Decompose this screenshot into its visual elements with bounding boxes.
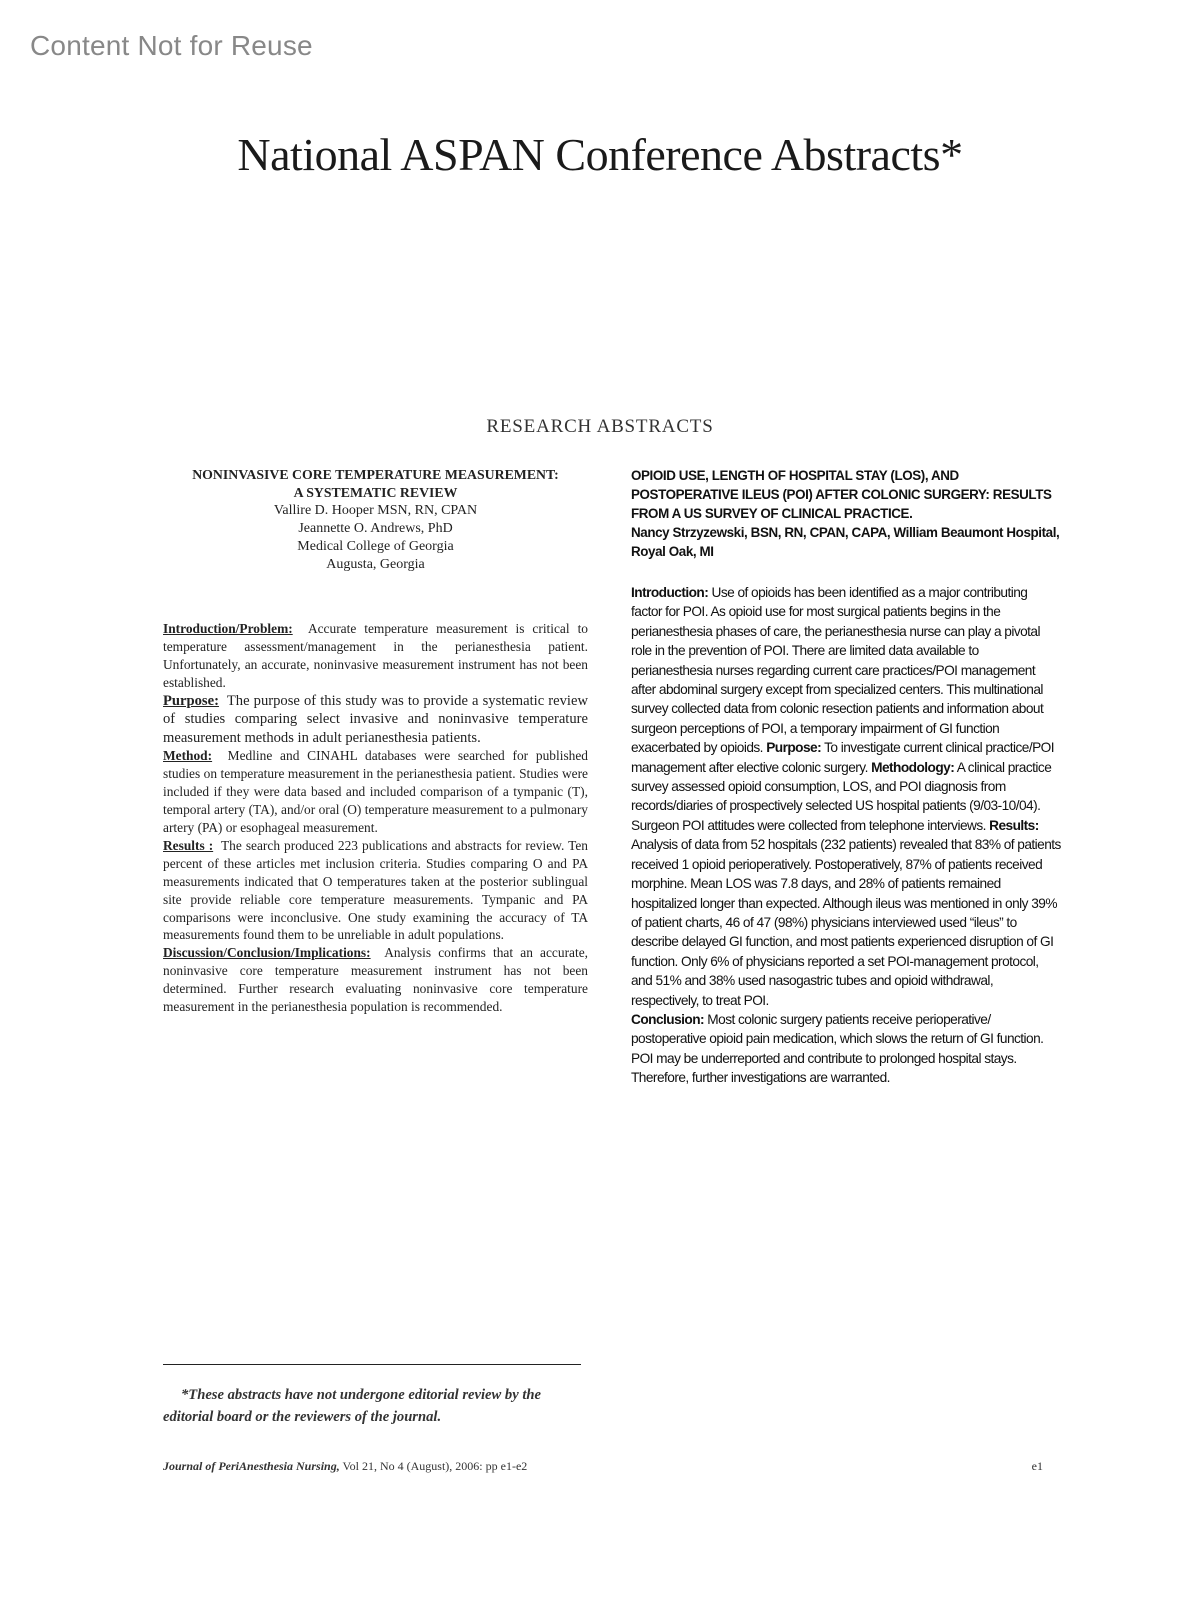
left-intro-paragraph — [163, 620, 588, 692]
footnote: *These abstracts have not undergone editorial review by the editorial board or the reviewers of the journal. — [163, 1387, 541, 1425]
right-abstract-header — [631, 466, 1061, 561]
section-heading: RESEARCH ABSTRACTS — [486, 416, 714, 437]
left-method-paragraph — [163, 747, 588, 837]
page-title: National ASPAN Conference Abstracts* — [237, 129, 963, 180]
page-footer — [163, 1459, 1043, 1474]
left-abstract-affiliation: Medical College of Georgia — [297, 539, 454, 554]
left-purpose-paragraph — [163, 692, 588, 748]
right-intro-text: Use of opioids has been identified as a major contributing factor for POI. As opioid use for most surgical patients begins in the perianesthesia phases of care, the perianesthesia nurse can play a pivotal role in the prevention of POI. There are limited data available to perianesthesia nurses regarding current care practices/POI management after abdominal surgery except from specialized centers. This multinational survey collected data from colonic resection patients and information about surgeon perceptions of POI, a temporary impairment of GI function exacerbated by opioids. — [631, 585, 1044, 756]
left-discussion-paragraph — [163, 944, 588, 1016]
left-abstract — [163, 466, 588, 1016]
left-discussion-label: Discussion/Conclusion/Implications: — [163, 945, 371, 961]
left-results-paragraph — [163, 837, 588, 944]
left-abstract-location: Augusta, Georgia — [326, 557, 425, 572]
right-intro-label: Introduction: — [631, 585, 709, 600]
right-purpose-label: Purpose: — [766, 740, 822, 756]
right-results-label: Results: — [989, 817, 1039, 833]
footer-citation: Vol 21, No 4 (August), 2006: pp e1-e2 — [339, 1459, 528, 1473]
right-method-label: Methodology: — [871, 759, 955, 775]
footer-journal-name: Journal of PeriAnesthesia Nursing, — [163, 1459, 340, 1473]
left-purpose-text: The purpose of this study was to provide a systematic review of studies comparing select invasive and noninvasive temperature measurement methods in adult perianesthesia patients. — [163, 692, 588, 746]
left-abstract-header — [163, 466, 588, 574]
left-abstract-title-line1: NONINVASIVE CORE TEMPERATURE MEASUREMENT: — [192, 467, 559, 482]
left-discussion-text: Analysis confirms that an accurate, noninvasive core temperature measurement instrument has not been determined. Further research evaluating noninvasive core temperature measurement in the perianesthesia population is recommended. — [163, 945, 588, 1015]
watermark: Content Not for Reuse — [30, 30, 313, 61]
right-conclusion-label: Conclusion: — [631, 1011, 705, 1027]
right-results-text: Analysis of data from 52 hospitals (232 patients) revealed that 83% of patients received 1 opioid perioperatively. Postoperatively, 87% of patients received morphine. Mean LOS was 7.8 days, and 28% of patients remained hospitalized longer than expected. Although ileus was mentioned in only 39% of patient charts, 46 of 47 (98%) physicians interviewed used “ileus” to describe delayed GI function, and most patients experienced disruption of GI function. Only 6% of physicians reported a set POI-management protocol, and 51% and 38% used nasogastric tubes and opioid withdrawal, respectively, to treat POI. — [631, 837, 1061, 1008]
right-abstract-authors: Nancy Strzyzewski, BSN, RN, CPAN, CAPA, William Beaumont Hospital, Royal Oak, MI — [631, 525, 1060, 559]
left-method-text: Medline and CINAHL databases were searched for published studies on temperature measurement in the perianesthesia patient. Studies were included if they were data based and included comparison of a tympanic (T), temporal artery (TA), and/or oral (O) temperature measurement to a pulmonary artery (PA) or esophageal measurement. — [163, 748, 588, 836]
left-abstract-title-line2: A SYSTEMATIC REVIEW — [293, 485, 458, 500]
right-abstract-body — [631, 583, 1061, 1088]
left-method-label: Method: — [163, 748, 213, 764]
left-intro-text: Accurate temperature measurement is critical to temperature assessment/management in the perianesthesia patient. Unfortunately, an accurate, noninvasive measurement instrument has not been established. — [163, 621, 588, 690]
left-purpose-label: Purpose: — [163, 692, 219, 709]
right-abstract — [631, 466, 1061, 1088]
right-purpose-text: To investigate current clinical practice/POI management after elective colonic surgery. — [631, 740, 1055, 775]
left-abstract-body — [163, 620, 588, 1016]
right-conclusion-text: Most colonic surgery patients receive perioperative/ postoperative opioid pain medication, which slows the return of GI function. POI may be underreported and contribute to prolonged hospital stays. Therefore, further investigations are warranted. — [631, 1011, 1044, 1086]
right-abstract-title: OPIOID USE, LENGTH OF HOSPITAL STAY (LOS), AND POSTOPERATIVE ILEUS (POI) AFTER COLONIC SURGERY: RESULTS FROM A US SURVEY OF CLINICAL PRACTICE. — [631, 468, 1052, 521]
left-results-label: Results : — [163, 837, 214, 853]
footnote-divider — [163, 1364, 581, 1365]
left-abstract-author2: Jeannette O. Andrews, PhD — [298, 521, 453, 536]
right-method-text: A clinical practice survey assessed opioid consumption, LOS, and POI diagnosis from records/diaries of prospectively selected US hospital patients (9/03-10/04). Surgeon POI attitudes were collected from telephone interviews. — [631, 759, 1052, 833]
left-intro-label: Introduction/Problem: — [163, 621, 293, 636]
footer-page-number: e1 — [1031, 1459, 1043, 1473]
left-abstract-author1: Vallire D. Hooper MSN, RN, CPAN — [273, 503, 478, 518]
left-results-text: The search produced 223 publications and abstracts for review. Ten percent of these articles met inclusion criteria. Studies comparing O and PA measurements indicated that O temperatures taken at the posterior sublingual site provide reliable core temperature measurements. Tympanic and PA comparisons were inconclusive. One study examining the accuracy of TA measurements found them to be unreliable in adult populations. — [163, 837, 588, 943]
